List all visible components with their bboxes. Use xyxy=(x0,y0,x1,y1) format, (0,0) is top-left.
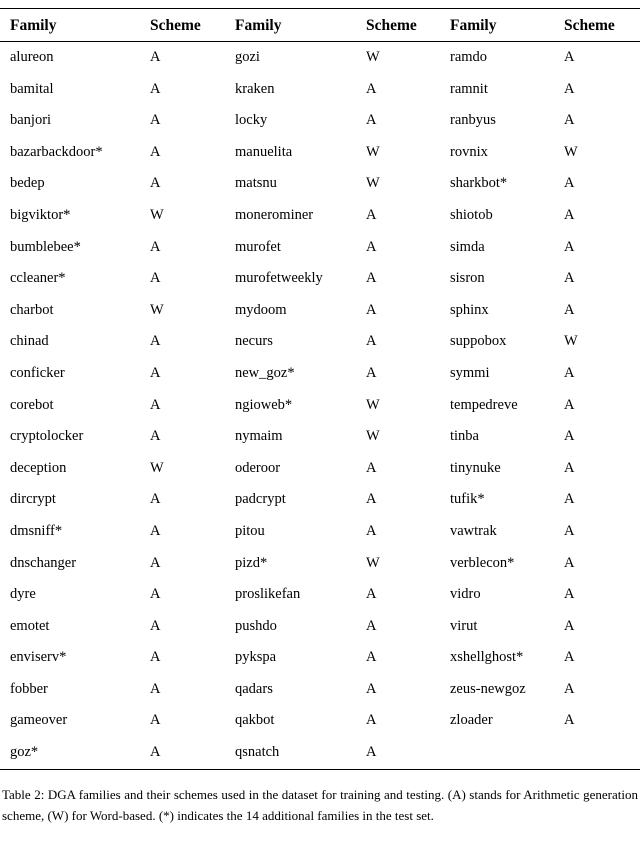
scheme-cell: A xyxy=(150,649,161,666)
scheme-cell: A xyxy=(150,396,161,413)
family-cell: banjori xyxy=(10,112,52,129)
table-caption: Table 2: DGA families and their schemes used in the dataset for training and testing. (A) stands for Arithmetic generation scheme, (W) for Word-based. (*) indicates the 14 additional families in the test set. xyxy=(2,786,638,824)
scheme-cell: A xyxy=(564,617,575,634)
family-cell: necurs xyxy=(235,333,273,350)
table-row xyxy=(0,548,640,580)
scheme-cell: W xyxy=(366,396,380,413)
scheme-cell: A xyxy=(150,491,161,508)
family-cell: qadars xyxy=(235,680,273,697)
family-cell xyxy=(450,737,564,769)
family-cell: simda xyxy=(450,238,485,255)
table-row xyxy=(0,421,640,453)
scheme-cell: A xyxy=(366,364,377,381)
table-row xyxy=(0,42,640,74)
family-cell: dircrypt xyxy=(10,491,56,508)
scheme-cell: A xyxy=(564,206,575,223)
table-row xyxy=(0,737,640,769)
scheme-cell: A xyxy=(150,712,161,729)
family-cell: xshellghost* xyxy=(450,649,524,666)
scheme-cell: W xyxy=(150,206,164,223)
family-cell: dyre xyxy=(10,586,36,603)
table-row xyxy=(0,263,640,295)
family-cell: gozi xyxy=(235,49,260,65)
scheme-cell: A xyxy=(564,80,575,97)
scheme-cell: A xyxy=(150,364,161,381)
family-cell: new_goz* xyxy=(235,364,295,381)
scheme-cell: W xyxy=(564,143,578,160)
family-cell: conficker xyxy=(10,364,65,381)
scheme-cell: A xyxy=(150,333,161,350)
family-cell: matsnu xyxy=(235,175,277,192)
scheme-cell: A xyxy=(366,744,377,761)
family-cell: bamital xyxy=(10,80,54,97)
scheme-cell: A xyxy=(564,459,575,476)
scheme-cell: A xyxy=(150,80,161,97)
table-row xyxy=(0,390,640,422)
family-cell: padcrypt xyxy=(235,491,286,508)
family-cell: qsnatch xyxy=(235,744,280,761)
scheme-cell: A xyxy=(366,333,377,350)
header-family-3: Family xyxy=(450,17,497,34)
table-row xyxy=(0,705,640,737)
scheme-cell: W xyxy=(366,175,380,192)
scheme-cell: A xyxy=(150,680,161,697)
scheme-cell: A xyxy=(150,143,161,160)
family-cell: pykspa xyxy=(235,649,277,666)
scheme-cell: A xyxy=(564,680,575,697)
family-cell: manuelita xyxy=(235,143,293,160)
table-row xyxy=(0,295,640,327)
scheme-cell: A xyxy=(564,554,575,571)
scheme-cell: W xyxy=(366,428,380,445)
scheme-cell: A xyxy=(366,238,377,255)
table-row xyxy=(0,453,640,485)
family-cell: dnschanger xyxy=(10,554,77,571)
scheme-cell: A xyxy=(564,712,575,729)
header-scheme-2: Scheme xyxy=(366,17,417,34)
scheme-cell: A xyxy=(564,586,575,603)
family-cell: corebot xyxy=(10,396,54,413)
family-cell: cryptolocker xyxy=(10,428,84,445)
family-cell: symmi xyxy=(450,364,490,381)
family-cell: fobber xyxy=(10,680,48,697)
family-cell: tempedreve xyxy=(450,396,518,413)
scheme-cell: A xyxy=(564,396,575,413)
scheme-cell: W xyxy=(366,554,380,571)
table-row xyxy=(0,137,640,169)
family-cell: goz* xyxy=(10,744,39,761)
scheme-cell: A xyxy=(150,270,161,287)
table-row xyxy=(0,516,640,548)
scheme-cell: A xyxy=(564,112,575,129)
scheme-cell: W xyxy=(150,459,164,476)
family-cell: chinad xyxy=(10,333,49,350)
family-cell: pitou xyxy=(235,522,265,539)
family-cell: charbot xyxy=(10,301,54,318)
family-cell: pushdo xyxy=(235,617,277,634)
scheme-cell: A xyxy=(564,649,575,666)
header-family-2: Family xyxy=(235,17,282,34)
table-row xyxy=(0,579,640,611)
family-cell: ranbyus xyxy=(450,112,496,129)
family-cell: bazarbackdoor* xyxy=(10,143,103,160)
scheme-cell: A xyxy=(564,428,575,445)
family-cell: qakbot xyxy=(235,712,275,729)
family-cell: dmsniff* xyxy=(10,522,63,539)
dga-families-table xyxy=(0,8,640,770)
scheme-cell: A xyxy=(150,175,161,192)
scheme-cell: A xyxy=(366,491,377,508)
family-cell: sisron xyxy=(450,270,485,287)
family-cell: alureon xyxy=(10,49,54,65)
family-cell: emotet xyxy=(10,617,50,634)
scheme-cell: A xyxy=(150,112,161,129)
scheme-cell: A xyxy=(366,617,377,634)
header-scheme-1: Scheme xyxy=(150,17,201,34)
scheme-cell: A xyxy=(366,459,377,476)
family-cell: locky xyxy=(235,112,268,129)
header-scheme-3: Scheme xyxy=(564,17,615,34)
table-row xyxy=(0,105,640,137)
family-cell: monerominer xyxy=(235,206,314,223)
scheme-cell: A xyxy=(366,206,377,223)
table-row xyxy=(0,168,640,200)
family-cell: kraken xyxy=(235,80,275,97)
table-header-row xyxy=(0,9,640,42)
family-cell: zloader xyxy=(450,712,493,729)
family-cell: ngioweb* xyxy=(235,396,293,413)
scheme-cell: A xyxy=(564,49,575,65)
family-cell: verblecon* xyxy=(450,554,515,571)
family-cell: ramnit xyxy=(450,80,488,97)
family-cell: rovnix xyxy=(450,143,488,160)
scheme-cell: A xyxy=(564,238,575,255)
scheme-cell: A xyxy=(564,491,575,508)
family-cell: virut xyxy=(450,617,478,634)
family-cell: oderoor xyxy=(235,459,281,476)
family-cell: enviserv* xyxy=(10,649,67,666)
header-family-1: Family xyxy=(10,17,57,34)
table-row xyxy=(0,326,640,358)
scheme-cell: A xyxy=(564,301,575,318)
scheme-cell: A xyxy=(150,522,161,539)
family-cell: bigviktor* xyxy=(10,206,71,223)
scheme-cell: A xyxy=(366,301,377,318)
scheme-cell: A xyxy=(366,80,377,97)
table-row xyxy=(0,611,640,643)
family-cell: deception xyxy=(10,459,67,476)
scheme-cell: W xyxy=(366,143,380,160)
table-row xyxy=(0,484,640,516)
scheme-cell: A xyxy=(150,586,161,603)
scheme-cell: A xyxy=(366,112,377,129)
family-cell: bumblebee* xyxy=(10,238,81,255)
family-cell: bedep xyxy=(10,175,45,192)
scheme-cell: W xyxy=(150,301,164,318)
table-row xyxy=(0,232,640,264)
scheme-cell: A xyxy=(564,175,575,192)
scheme-cell: W xyxy=(564,333,578,350)
family-cell: sharkbot* xyxy=(450,175,508,192)
family-cell: gameover xyxy=(10,712,68,729)
family-cell: sphinx xyxy=(450,301,489,318)
family-cell: mydoom xyxy=(235,301,287,318)
scheme-cell: W xyxy=(366,49,380,65)
scheme-cell: A xyxy=(564,522,575,539)
family-cell: pizd* xyxy=(235,554,268,571)
family-cell: nymaim xyxy=(235,428,283,445)
family-cell: zeus-newgoz xyxy=(450,680,526,697)
scheme-cell: A xyxy=(366,586,377,603)
scheme-cell: A xyxy=(150,428,161,445)
table-row xyxy=(0,358,640,390)
family-cell: vidro xyxy=(450,586,481,603)
table-row xyxy=(0,74,640,106)
table-row xyxy=(0,200,640,232)
scheme-cell: A xyxy=(150,617,161,634)
family-cell: tufik* xyxy=(450,491,485,508)
scheme-cell: A xyxy=(150,554,161,571)
family-cell: suppobox xyxy=(450,333,507,350)
scheme-cell: A xyxy=(366,649,377,666)
family-cell: tinynuke xyxy=(450,459,501,476)
table-row xyxy=(0,642,640,674)
scheme-cell xyxy=(564,737,630,769)
scheme-cell: A xyxy=(564,270,575,287)
scheme-cell: A xyxy=(366,680,377,697)
family-cell: vawtrak xyxy=(450,522,497,539)
scheme-cell: A xyxy=(366,522,377,539)
family-cell: proslikefan xyxy=(235,586,301,603)
family-cell: tinba xyxy=(450,428,479,445)
scheme-cell: A xyxy=(150,744,161,761)
table-body xyxy=(0,42,640,769)
family-cell: ramdo xyxy=(450,49,488,65)
family-cell: murofetweekly xyxy=(235,270,323,287)
table-row xyxy=(0,674,640,706)
scheme-cell: A xyxy=(150,49,161,65)
scheme-cell: A xyxy=(564,364,575,381)
family-cell: ccleaner* xyxy=(10,270,66,287)
scheme-cell: A xyxy=(366,712,377,729)
scheme-cell: A xyxy=(366,270,377,287)
family-cell: murofet xyxy=(235,238,281,255)
scheme-cell: A xyxy=(150,238,161,255)
family-cell: shiotob xyxy=(450,206,493,223)
